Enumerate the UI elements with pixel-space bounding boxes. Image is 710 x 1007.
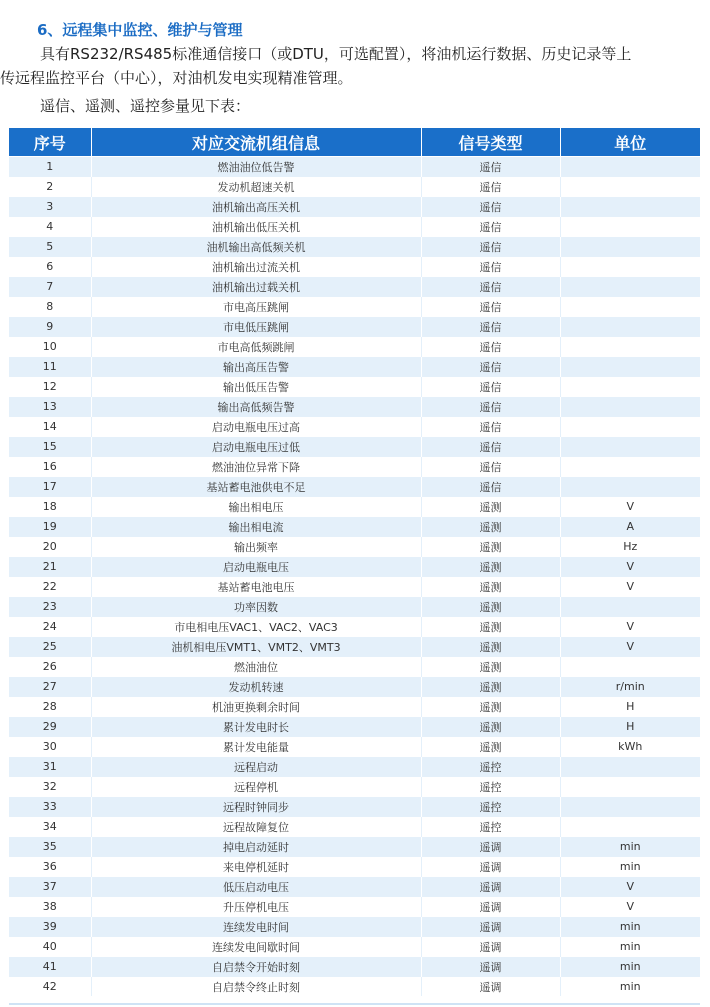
cell-index: 42 xyxy=(9,977,91,997)
cell-unit xyxy=(560,177,700,197)
cell-index: 6 xyxy=(9,257,91,277)
table-row xyxy=(9,777,700,797)
cell-unit: H xyxy=(560,697,700,717)
table-row xyxy=(9,737,700,757)
header-unit: 单位 xyxy=(560,128,700,157)
cell-unit: min xyxy=(560,937,700,957)
cell-info: 连续发电间歇时间 xyxy=(91,937,421,957)
cell-unit xyxy=(560,657,700,677)
cell-info: 功率因数 xyxy=(91,597,421,617)
cell-unit xyxy=(560,417,700,437)
cell-unit: V xyxy=(560,897,700,917)
cell-signal-type: 遥调 xyxy=(421,897,560,917)
cell-signal-type: 遥测 xyxy=(421,657,560,677)
cell-signal-type: 遥测 xyxy=(421,497,560,517)
cell-unit: V xyxy=(560,877,700,897)
cell-unit xyxy=(560,317,700,337)
cell-index: 13 xyxy=(9,397,91,417)
cell-info: 油机输出过流关机 xyxy=(91,257,421,277)
cell-info: 远程时钟同步 xyxy=(91,797,421,817)
cell-unit: V xyxy=(560,617,700,637)
table-row xyxy=(9,977,700,997)
cell-unit: kWh xyxy=(560,737,700,757)
cell-unit xyxy=(560,797,700,817)
cell-signal-type: 遥控 xyxy=(421,797,560,817)
cell-signal-type: 遥调 xyxy=(421,957,560,977)
cell-signal-type: 遥信 xyxy=(421,317,560,337)
section-title: 6、远程集中监控、维护与管理 xyxy=(37,21,243,39)
cell-index: 16 xyxy=(9,457,91,477)
cell-index: 26 xyxy=(9,657,91,677)
cell-signal-type: 遥信 xyxy=(421,377,560,397)
cell-index: 11 xyxy=(9,357,91,377)
cell-unit xyxy=(560,817,700,837)
cell-signal-type: 遥信 xyxy=(421,437,560,457)
cell-info: 输出相电流 xyxy=(91,517,421,537)
cell-unit: Hz xyxy=(560,537,700,557)
cell-info: 油机相电压VMT1、VMT2、VMT3 xyxy=(91,637,421,657)
cell-unit xyxy=(560,597,700,617)
table-header-row xyxy=(9,128,700,157)
cell-signal-type: 遥信 xyxy=(421,217,560,237)
table-intro: 遥信、遥测、遥控参量见下表： xyxy=(40,97,251,115)
cell-info: 市电高压跳闸 xyxy=(91,297,421,317)
table-row xyxy=(9,297,700,317)
table-row xyxy=(9,337,700,357)
table-row xyxy=(9,597,700,617)
table-row xyxy=(9,637,700,657)
table-row xyxy=(9,237,700,257)
table-row xyxy=(9,557,700,577)
table-row xyxy=(9,537,700,557)
table-row xyxy=(9,837,700,857)
cell-info: 输出频率 xyxy=(91,537,421,557)
cell-signal-type: 遥信 xyxy=(421,357,560,377)
table-row xyxy=(9,677,700,697)
table-row xyxy=(9,177,700,197)
cell-unit xyxy=(560,777,700,797)
cell-index: 2 xyxy=(9,177,91,197)
cell-info: 启动电瓶电压 xyxy=(91,557,421,577)
table-bottom-rule xyxy=(9,1003,700,1005)
cell-unit: min xyxy=(560,837,700,857)
cell-unit xyxy=(560,457,700,477)
cell-info: 远程故障复位 xyxy=(91,817,421,837)
cell-index: 23 xyxy=(9,597,91,617)
cell-signal-type: 遥调 xyxy=(421,837,560,857)
cell-index: 12 xyxy=(9,377,91,397)
table-row xyxy=(9,697,700,717)
cell-info: 发动机超速关机 xyxy=(91,177,421,197)
description-paragraph xyxy=(0,42,710,90)
cell-unit xyxy=(560,277,700,297)
cell-unit: min xyxy=(560,917,700,937)
cell-unit xyxy=(560,477,700,497)
cell-info: 油机输出低压关机 xyxy=(91,217,421,237)
table-row xyxy=(9,397,700,417)
cell-signal-type: 遥信 xyxy=(421,457,560,477)
cell-signal-type: 遥控 xyxy=(421,777,560,797)
table-row xyxy=(9,497,700,517)
cell-signal-type: 遥信 xyxy=(421,237,560,257)
table-row xyxy=(9,617,700,637)
cell-info: 自启禁令开始时刻 xyxy=(91,957,421,977)
cell-unit xyxy=(560,357,700,377)
cell-index: 10 xyxy=(9,337,91,357)
cell-signal-type: 遥控 xyxy=(421,757,560,777)
cell-index: 27 xyxy=(9,677,91,697)
cell-unit: min xyxy=(560,977,700,997)
cell-unit xyxy=(560,337,700,357)
cell-info: 基站蓄电池电压 xyxy=(91,577,421,597)
table-row xyxy=(9,437,700,457)
cell-signal-type: 遥测 xyxy=(421,617,560,637)
cell-signal-type: 遥控 xyxy=(421,817,560,837)
cell-index: 24 xyxy=(9,617,91,637)
cell-info: 远程停机 xyxy=(91,777,421,797)
cell-index: 4 xyxy=(9,217,91,237)
cell-unit: H xyxy=(560,717,700,737)
cell-signal-type: 遥测 xyxy=(421,677,560,697)
cell-unit xyxy=(560,397,700,417)
table-row xyxy=(9,877,700,897)
cell-info: 发动机转速 xyxy=(91,677,421,697)
cell-info: 输出高低频告警 xyxy=(91,397,421,417)
cell-info: 油机输出高低频关机 xyxy=(91,237,421,257)
cell-signal-type: 遥测 xyxy=(421,577,560,597)
cell-unit xyxy=(560,757,700,777)
cell-index: 18 xyxy=(9,497,91,517)
cell-index: 9 xyxy=(9,317,91,337)
cell-signal-type: 遥信 xyxy=(421,297,560,317)
table-row xyxy=(9,197,700,217)
cell-info: 来电停机延时 xyxy=(91,857,421,877)
cell-info: 启动电瓶电压过低 xyxy=(91,437,421,457)
cell-unit: min xyxy=(560,957,700,977)
cell-index: 1 xyxy=(9,157,91,177)
cell-index: 14 xyxy=(9,417,91,437)
signal-parameter-table xyxy=(9,128,700,996)
cell-unit: V xyxy=(560,557,700,577)
cell-index: 40 xyxy=(9,937,91,957)
cell-info: 累计发电时长 xyxy=(91,717,421,737)
cell-info: 燃油油位 xyxy=(91,657,421,677)
description-line-1: 具有RS232/RS485标准通信接口（或DTU，可选配置），将油机运行数据、历史记录等上 xyxy=(40,45,632,63)
cell-info: 升压停机电压 xyxy=(91,897,421,917)
cell-index: 37 xyxy=(9,877,91,897)
cell-index: 36 xyxy=(9,857,91,877)
cell-info: 市电高低频跳闸 xyxy=(91,337,421,357)
table-body xyxy=(9,157,700,997)
cell-index: 21 xyxy=(9,557,91,577)
cell-index: 32 xyxy=(9,777,91,797)
cell-signal-type: 遥测 xyxy=(421,637,560,657)
table-row xyxy=(9,897,700,917)
table-row xyxy=(9,457,700,477)
cell-index: 22 xyxy=(9,577,91,597)
cell-info: 远程启动 xyxy=(91,757,421,777)
cell-index: 38 xyxy=(9,897,91,917)
cell-index: 15 xyxy=(9,437,91,457)
cell-index: 33 xyxy=(9,797,91,817)
cell-signal-type: 遥信 xyxy=(421,257,560,277)
table-row xyxy=(9,657,700,677)
cell-signal-type: 遥调 xyxy=(421,877,560,897)
table-row xyxy=(9,357,700,377)
cell-info: 油机输出过载关机 xyxy=(91,277,421,297)
cell-signal-type: 遥信 xyxy=(421,397,560,417)
cell-signal-type: 遥测 xyxy=(421,557,560,577)
cell-info: 输出高压告警 xyxy=(91,357,421,377)
cell-info: 低压启动电压 xyxy=(91,877,421,897)
table-row xyxy=(9,317,700,337)
table-row xyxy=(9,957,700,977)
cell-signal-type: 遥信 xyxy=(421,337,560,357)
cell-index: 25 xyxy=(9,637,91,657)
cell-info: 燃油油位低告警 xyxy=(91,157,421,177)
cell-info: 启动电瓶电压过高 xyxy=(91,417,421,437)
table-row xyxy=(9,857,700,877)
table-row xyxy=(9,157,700,177)
cell-signal-type: 遥测 xyxy=(421,517,560,537)
cell-index: 28 xyxy=(9,697,91,717)
cell-unit: r/min xyxy=(560,677,700,697)
cell-index: 30 xyxy=(9,737,91,757)
table-row xyxy=(9,797,700,817)
cell-index: 39 xyxy=(9,917,91,937)
table-row xyxy=(9,377,700,397)
header-signal-type: 信号类型 xyxy=(421,128,560,157)
cell-index: 29 xyxy=(9,717,91,737)
table-row xyxy=(9,277,700,297)
cell-unit xyxy=(560,377,700,397)
cell-index: 20 xyxy=(9,537,91,557)
cell-info: 累计发电能量 xyxy=(91,737,421,757)
table-row xyxy=(9,417,700,437)
cell-signal-type: 遥调 xyxy=(421,977,560,997)
cell-info: 自启禁令终止时刻 xyxy=(91,977,421,997)
description-line-2: 传远程监控平台（中心），对油机发电实现精准管理。 xyxy=(0,69,353,87)
cell-unit xyxy=(560,157,700,177)
table-row xyxy=(9,477,700,497)
cell-index: 19 xyxy=(9,517,91,537)
cell-index: 41 xyxy=(9,957,91,977)
cell-index: 3 xyxy=(9,197,91,217)
table-row xyxy=(9,917,700,937)
cell-signal-type: 遥调 xyxy=(421,937,560,957)
cell-unit: V xyxy=(560,497,700,517)
cell-signal-type: 遥测 xyxy=(421,697,560,717)
cell-info: 市电低压跳闸 xyxy=(91,317,421,337)
table-row xyxy=(9,817,700,837)
cell-info: 机油更换剩余时间 xyxy=(91,697,421,717)
cell-info: 输出相电压 xyxy=(91,497,421,517)
cell-index: 35 xyxy=(9,837,91,857)
cell-signal-type: 遥信 xyxy=(421,277,560,297)
table-row xyxy=(9,577,700,597)
cell-unit xyxy=(560,217,700,237)
cell-info: 掉电启动延时 xyxy=(91,837,421,857)
cell-signal-type: 遥测 xyxy=(421,737,560,757)
cell-signal-type: 遥测 xyxy=(421,597,560,617)
cell-signal-type: 遥信 xyxy=(421,157,560,177)
table-row xyxy=(9,937,700,957)
cell-signal-type: 遥调 xyxy=(421,857,560,877)
cell-unit: V xyxy=(560,577,700,597)
header-index: 序号 xyxy=(9,128,91,157)
cell-unit: A xyxy=(560,517,700,537)
table-row xyxy=(9,257,700,277)
cell-signal-type: 遥信 xyxy=(421,197,560,217)
cell-index: 5 xyxy=(9,237,91,257)
cell-index: 7 xyxy=(9,277,91,297)
header-info: 对应交流机组信息 xyxy=(91,128,421,157)
cell-info: 输出低压告警 xyxy=(91,377,421,397)
cell-signal-type: 遥测 xyxy=(421,717,560,737)
cell-info: 油机输出高压关机 xyxy=(91,197,421,217)
cell-info: 市电相电压VAC1、VAC2、VAC3 xyxy=(91,617,421,637)
cell-signal-type: 遥信 xyxy=(421,177,560,197)
cell-info: 燃油油位异常下降 xyxy=(91,457,421,477)
cell-info: 基站蓄电池供电不足 xyxy=(91,477,421,497)
cell-unit xyxy=(560,197,700,217)
cell-unit xyxy=(560,237,700,257)
table-row xyxy=(9,217,700,237)
cell-index: 17 xyxy=(9,477,91,497)
cell-signal-type: 遥调 xyxy=(421,917,560,937)
cell-info: 连续发电时间 xyxy=(91,917,421,937)
cell-index: 31 xyxy=(9,757,91,777)
cell-index: 34 xyxy=(9,817,91,837)
cell-index: 8 xyxy=(9,297,91,317)
table-row xyxy=(9,717,700,737)
table-row xyxy=(9,757,700,777)
cell-unit xyxy=(560,257,700,277)
table-row xyxy=(9,517,700,537)
cell-signal-type: 遥信 xyxy=(421,417,560,437)
cell-unit: V xyxy=(560,637,700,657)
cell-unit xyxy=(560,297,700,317)
cell-unit xyxy=(560,437,700,457)
cell-signal-type: 遥信 xyxy=(421,477,560,497)
cell-signal-type: 遥测 xyxy=(421,537,560,557)
cell-unit: min xyxy=(560,857,700,877)
